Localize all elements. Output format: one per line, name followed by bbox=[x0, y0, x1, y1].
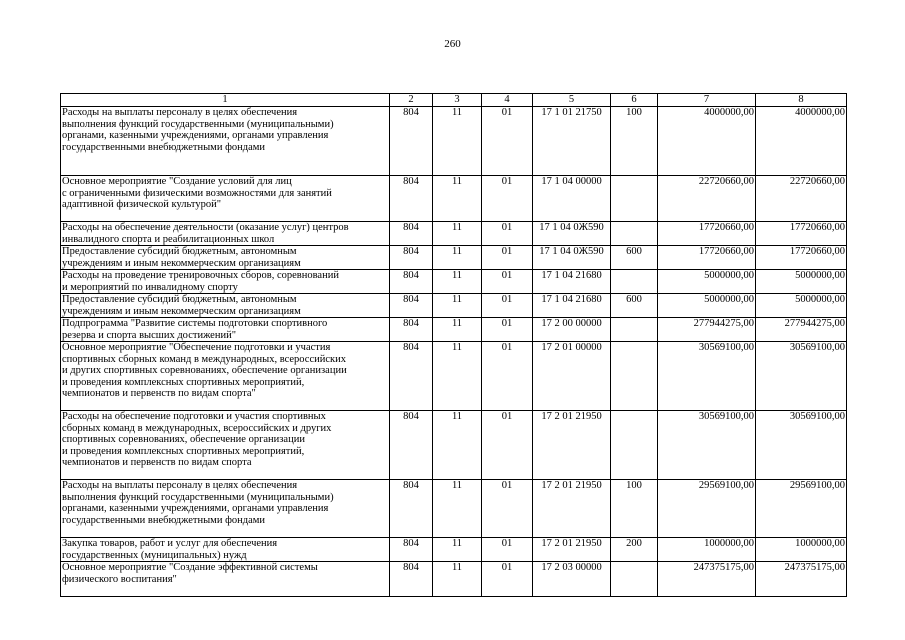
row-description: Расходы на выплаты персоналу в целях обеспечения выполнения функций государственными (муниципальными) органами, казенными учреждениями, органами управления государственными внебюджетными фондами bbox=[61, 480, 390, 538]
table-body bbox=[61, 107, 847, 597]
column-header: 6 bbox=[611, 94, 658, 107]
cell-expense-type bbox=[611, 176, 658, 222]
cell-ministry-code: 804 bbox=[390, 480, 433, 538]
cell-expense-type: 100 bbox=[611, 107, 658, 176]
cell-subsection-code: 01 bbox=[482, 411, 533, 480]
cell-ministry-code: 804 bbox=[390, 538, 433, 562]
row-description: Основное мероприятие "Создание эффективной системы физического воспитания" bbox=[61, 562, 390, 597]
budget-table bbox=[60, 93, 847, 597]
cell-amount-year-2: 277944275,00 bbox=[756, 318, 847, 342]
cell-section-code: 11 bbox=[433, 318, 482, 342]
cell-ministry-code: 804 bbox=[390, 270, 433, 294]
table-row bbox=[61, 294, 847, 318]
cell-amount-year-2: 30569100,00 bbox=[756, 411, 847, 480]
row-description: Предоставление субсидий бюджетным, автономным учреждениям и иным некоммерческим организациям bbox=[61, 246, 390, 270]
column-header: 7 bbox=[658, 94, 756, 107]
cell-amount-year-2: 30569100,00 bbox=[756, 342, 847, 411]
cell-ministry-code: 804 bbox=[390, 222, 433, 246]
cell-expense-type: 600 bbox=[611, 294, 658, 318]
cell-amount-year-2: 22720660,00 bbox=[756, 176, 847, 222]
page-number: 260 bbox=[444, 38, 461, 50]
cell-expense-type bbox=[611, 342, 658, 411]
cell-target-article: 17 2 00 00000 bbox=[533, 318, 611, 342]
cell-section-code: 11 bbox=[433, 176, 482, 222]
cell-subsection-code: 01 bbox=[482, 107, 533, 176]
cell-expense-type bbox=[611, 411, 658, 480]
cell-ministry-code: 804 bbox=[390, 318, 433, 342]
cell-target-article: 17 2 03 00000 bbox=[533, 562, 611, 597]
cell-ministry-code: 804 bbox=[390, 107, 433, 176]
table-row bbox=[61, 107, 847, 176]
cell-amount-year-1: 247375175,00 bbox=[658, 562, 756, 597]
table-row bbox=[61, 342, 847, 411]
cell-ministry-code: 804 bbox=[390, 342, 433, 411]
table-row bbox=[61, 538, 847, 562]
cell-target-article: 17 1 04 0Ж590 bbox=[533, 246, 611, 270]
column-header: 8 bbox=[756, 94, 847, 107]
column-header: 4 bbox=[482, 94, 533, 107]
cell-subsection-code: 01 bbox=[482, 270, 533, 294]
cell-expense-type bbox=[611, 270, 658, 294]
cell-expense-type: 600 bbox=[611, 246, 658, 270]
cell-amount-year-1: 4000000,00 bbox=[658, 107, 756, 176]
row-description: Закупка товаров, работ и услуг для обеспечения государственных (муниципальных) нужд bbox=[61, 538, 390, 562]
cell-amount-year-1: 17720660,00 bbox=[658, 246, 756, 270]
cell-target-article: 17 2 01 21950 bbox=[533, 538, 611, 562]
cell-amount-year-2: 17720660,00 bbox=[756, 246, 847, 270]
row-description: Основное мероприятие "Обеспечение подготовки и участия спортивных сборных команд в международных, всероссийских и других спортивных соревнованиях, обеспечение организации и проведения комплексных спортивных мероприятий, чемпионатов и первенств по видам спорта" bbox=[61, 342, 390, 411]
cell-target-article: 17 1 01 21750 bbox=[533, 107, 611, 176]
row-description: Подпрограмма "Развитие системы подготовки спортивного резерва и спорта высших достижений" bbox=[61, 318, 390, 342]
cell-amount-year-1: 5000000,00 bbox=[658, 294, 756, 318]
cell-expense-type: 100 bbox=[611, 480, 658, 538]
row-description: Основное мероприятие "Создание условий для лиц с ограниченными физическими возможностями для занятий адаптивной физической культурой" bbox=[61, 176, 390, 222]
cell-section-code: 11 bbox=[433, 246, 482, 270]
cell-section-code: 11 bbox=[433, 480, 482, 538]
cell-section-code: 11 bbox=[433, 538, 482, 562]
cell-amount-year-1: 17720660,00 bbox=[658, 222, 756, 246]
cell-ministry-code: 804 bbox=[390, 176, 433, 222]
cell-subsection-code: 01 bbox=[482, 176, 533, 222]
cell-amount-year-1: 277944275,00 bbox=[658, 318, 756, 342]
column-header: 3 bbox=[433, 94, 482, 107]
cell-subsection-code: 01 bbox=[482, 222, 533, 246]
cell-amount-year-1: 22720660,00 bbox=[658, 176, 756, 222]
cell-ministry-code: 804 bbox=[390, 411, 433, 480]
table-row bbox=[61, 246, 847, 270]
column-header: 1 bbox=[61, 94, 390, 107]
cell-amount-year-2: 17720660,00 bbox=[756, 222, 847, 246]
row-description: Расходы на обеспечение подготовки и участия спортивных сборных команд в международных, всероссийских и других спортивных соревнованиях, обеспечение организации и проведения комплексных спортивных мероприятий, чемпионатов и первенств по видам спорта bbox=[61, 411, 390, 480]
column-header: 5 bbox=[533, 94, 611, 107]
row-description: Предоставление субсидий бюджетным, автономным учреждениям и иным некоммерческим организациям bbox=[61, 294, 390, 318]
cell-ministry-code: 804 bbox=[390, 246, 433, 270]
cell-amount-year-1: 29569100,00 bbox=[658, 480, 756, 538]
cell-subsection-code: 01 bbox=[482, 294, 533, 318]
cell-amount-year-2: 5000000,00 bbox=[756, 270, 847, 294]
cell-amount-year-2: 1000000,00 bbox=[756, 538, 847, 562]
cell-target-article: 17 1 04 00000 bbox=[533, 176, 611, 222]
cell-ministry-code: 804 bbox=[390, 294, 433, 318]
cell-target-article: 17 2 01 00000 bbox=[533, 342, 611, 411]
row-description: Расходы на проведение тренировочных сборов, соревнований и мероприятий по инвалидному спорту bbox=[61, 270, 390, 294]
cell-section-code: 11 bbox=[433, 411, 482, 480]
cell-subsection-code: 01 bbox=[482, 480, 533, 538]
row-description: Расходы на выплаты персоналу в целях обеспечения выполнения функций государственными (муниципальными) органами, казенными учреждениями, органами управления государственными внебюджетными фондами bbox=[61, 107, 390, 176]
cell-ministry-code: 804 bbox=[390, 562, 433, 597]
cell-target-article: 17 1 04 21680 bbox=[533, 294, 611, 318]
cell-amount-year-2: 5000000,00 bbox=[756, 294, 847, 318]
table-row bbox=[61, 270, 847, 294]
table-row bbox=[61, 480, 847, 538]
column-header: 2 bbox=[390, 94, 433, 107]
cell-amount-year-2: 29569100,00 bbox=[756, 480, 847, 538]
cell-amount-year-1: 30569100,00 bbox=[658, 342, 756, 411]
table-row bbox=[61, 176, 847, 222]
cell-target-article: 17 1 04 21680 bbox=[533, 270, 611, 294]
table-row bbox=[61, 222, 847, 246]
cell-expense-type: 200 bbox=[611, 538, 658, 562]
cell-section-code: 11 bbox=[433, 107, 482, 176]
cell-section-code: 11 bbox=[433, 270, 482, 294]
cell-subsection-code: 01 bbox=[482, 342, 533, 411]
cell-amount-year-1: 30569100,00 bbox=[658, 411, 756, 480]
table-row bbox=[61, 562, 847, 597]
row-description: Расходы на обеспечение деятельности (оказание услуг) центров инвалидного спорта и реабилитационных школ bbox=[61, 222, 390, 246]
cell-amount-year-2: 247375175,00 bbox=[756, 562, 847, 597]
table-row bbox=[61, 411, 847, 480]
cell-target-article: 17 2 01 21950 bbox=[533, 480, 611, 538]
cell-subsection-code: 01 bbox=[482, 562, 533, 597]
cell-subsection-code: 01 bbox=[482, 318, 533, 342]
cell-target-article: 17 2 01 21950 bbox=[533, 411, 611, 480]
cell-subsection-code: 01 bbox=[482, 538, 533, 562]
cell-expense-type bbox=[611, 562, 658, 597]
cell-section-code: 11 bbox=[433, 562, 482, 597]
cell-subsection-code: 01 bbox=[482, 246, 533, 270]
cell-expense-type bbox=[611, 318, 658, 342]
cell-expense-type bbox=[611, 222, 658, 246]
cell-section-code: 11 bbox=[433, 342, 482, 411]
cell-section-code: 11 bbox=[433, 294, 482, 318]
cell-section-code: 11 bbox=[433, 222, 482, 246]
cell-target-article: 17 1 04 0Ж590 bbox=[533, 222, 611, 246]
table-row bbox=[61, 318, 847, 342]
cell-amount-year-1: 5000000,00 bbox=[658, 270, 756, 294]
header-row bbox=[61, 94, 847, 107]
cell-amount-year-2: 4000000,00 bbox=[756, 107, 847, 176]
cell-amount-year-1: 1000000,00 bbox=[658, 538, 756, 562]
